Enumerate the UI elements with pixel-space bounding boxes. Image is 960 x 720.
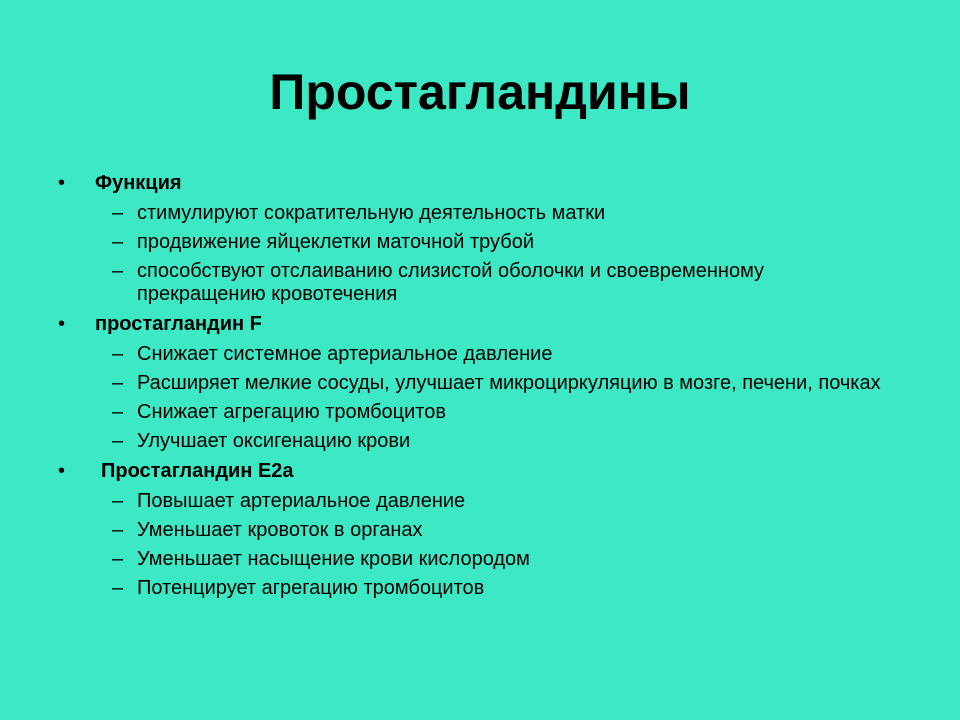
list-item xyxy=(58,257,918,309)
bullet-icon: • xyxy=(58,460,66,482)
sub-list xyxy=(58,340,918,456)
section-label: Простагландин E2a xyxy=(101,460,294,482)
section-prostaglandin-e2a xyxy=(58,456,918,603)
list-item xyxy=(58,228,918,257)
section-label: Функция xyxy=(95,172,182,194)
sub-list xyxy=(58,487,918,603)
list-item-text: Уменьшает насыщение крови кислородом xyxy=(137,548,530,570)
bullet-icon: • xyxy=(58,172,66,194)
dash-icon: – xyxy=(112,490,124,512)
list-item-text: способствуют отслаиванию слизистой оболочки и своевременному прекращению кровотечения xyxy=(137,260,765,305)
list-item xyxy=(58,487,918,516)
slide-content xyxy=(58,168,918,603)
list-item-text: Снижает агрегацию тромбоцитов xyxy=(137,401,446,423)
list-item-text: Потенцирует агрегацию тромбоцитов xyxy=(137,577,485,599)
dash-icon: – xyxy=(112,577,124,599)
list-item xyxy=(58,340,918,369)
list-item xyxy=(58,516,918,545)
dash-icon: – xyxy=(112,401,124,423)
list-item-text: Повышает артериальное давление xyxy=(137,490,466,512)
dash-icon: – xyxy=(112,430,124,452)
list-item-text: продвижение яйцеклетки маточной трубой xyxy=(137,231,535,253)
section-header xyxy=(58,168,918,199)
bullet-list xyxy=(58,168,918,603)
list-item xyxy=(58,574,918,603)
list-item-text: Улучшает оксигенацию крови xyxy=(137,430,411,452)
section-prostaglandin-f xyxy=(58,309,918,456)
section-function xyxy=(58,168,918,309)
sub-list xyxy=(58,199,918,309)
list-item xyxy=(58,427,918,456)
list-item-text: Расширяет мелкие сосуды, улучшает микроциркуляцию в мозге, печени, почках xyxy=(137,372,881,394)
list-item-text: стимулируют сократительную деятельность матки xyxy=(137,202,606,224)
dash-icon: – xyxy=(112,548,124,570)
list-item xyxy=(58,398,918,427)
dash-icon: – xyxy=(112,260,124,282)
dash-icon: – xyxy=(112,519,124,541)
dash-icon: – xyxy=(112,372,124,394)
dash-icon: – xyxy=(112,343,124,365)
dash-icon: – xyxy=(112,202,124,224)
list-item xyxy=(58,545,918,574)
section-header xyxy=(58,456,918,487)
dash-icon: – xyxy=(112,231,124,253)
section-header xyxy=(58,309,918,340)
section-label: простагландин F xyxy=(95,313,262,335)
list-item xyxy=(58,199,918,228)
list-item xyxy=(58,369,918,398)
bullet-icon: • xyxy=(58,313,66,335)
list-item-text: Снижает системное артериальное давление xyxy=(137,343,553,365)
list-item-text: Уменьшает кровоток в органах xyxy=(137,519,423,541)
slide-title: Простагландины xyxy=(269,64,691,120)
